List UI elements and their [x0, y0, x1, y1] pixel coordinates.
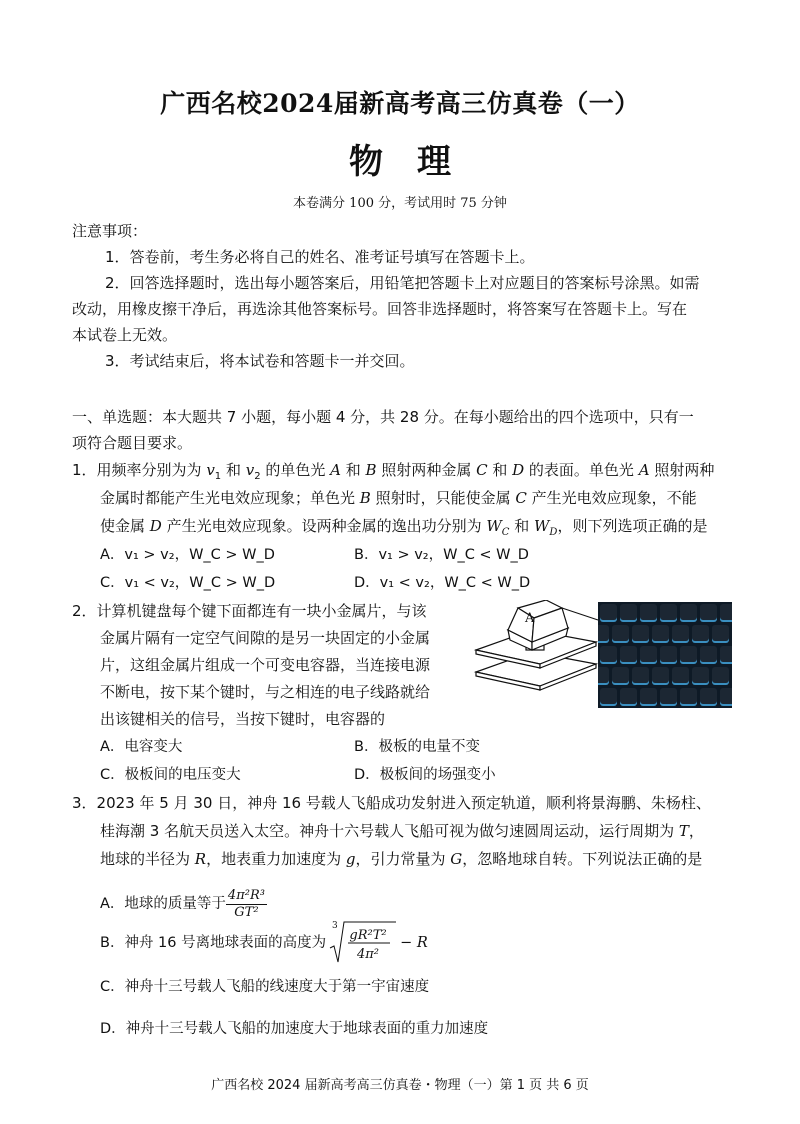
keyboard-key [640, 688, 657, 706]
q2-option-a[interactable]: A．电容变大 [100, 739, 183, 755]
keyboard-key [720, 688, 732, 706]
q2-option-c[interactable]: C．极板间的电压变大 [100, 767, 241, 783]
q1-line-2: 金属时都能产生光电效应现象；单色光 B 照射时，只能使金属 C 产生光电效应现象，不能 [100, 489, 697, 507]
keyboard-key [692, 625, 709, 643]
q1-option-b[interactable]: B．v₁ > v₂，W_C < W_D [354, 547, 529, 563]
keyboard-key [620, 604, 637, 622]
svg-text:3: 3 [332, 921, 338, 931]
page-footer: 广西名校 2024 届新高考高三仿真卷・物理（一）第 1 页 共 6 页 [211, 1078, 589, 1093]
keyboard-key [680, 688, 697, 706]
keyboard-key [712, 667, 729, 685]
subject-title: 物 理 [349, 142, 451, 182]
q2-option-b[interactable]: B．极板的电量不变 [354, 739, 480, 755]
note-3: 3．考试结束后，将本试卷和答题卡一并交回。 [105, 352, 415, 370]
keyboard-key [680, 604, 697, 622]
q3-option-a-formula: $\frac{\text{4π²R³}}{\text{GT²}}$ [227, 887, 265, 920]
keyboard-key [712, 625, 729, 643]
keyboard-key [652, 625, 669, 643]
q3-option-b-formula [328, 920, 398, 966]
q3-option-d[interactable]: D．神舟十三号载人飞船的加速度大于地球表面的重力加速度 [100, 1021, 489, 1037]
note-2-line-3: 本试卷上无效。 [72, 326, 178, 344]
section-1-heading: 一、单选题：本大题共 7 小题，每小题 4 分，共 28 分。在每小题给出的四个选项中，只有一 [72, 408, 694, 426]
q2-line-4: 不断电，按下某个键时，与之相连的电子线路就给 [100, 683, 431, 701]
keyboard-key [720, 646, 732, 664]
keyboard-key [620, 646, 637, 664]
exam-title: 广西名校2024届新高考高三仿真卷（一） [160, 89, 640, 118]
q1-option-a[interactable]: A．v₁ > v₂，W_C > W_D [100, 547, 275, 563]
q2-option-d[interactable]: D．极板间的场强变小 [354, 767, 496, 783]
q2-line-1: 2．计算机键盘每个键下面都连有一块小金属片，与该 [72, 602, 427, 620]
q3-option-b[interactable]: B．神舟 16 号离地球表面的高度为 3 gR²T² 4π² − R [100, 920, 428, 966]
keyboard-key [700, 688, 717, 706]
keyboard-key [632, 667, 649, 685]
keyboard-key [600, 688, 617, 706]
q3-line-3: 地球的半径为 R，地表重力加速度为 g，引力常量为 G，忽略地球自转。下列说法正确的是 [100, 850, 703, 868]
keyboard-key [598, 667, 609, 685]
q3-line-2: 桂海潮 3 名航天员送入太空。神舟十六号载人飞船可视为做匀速圆周运动，运行周期为 T， [100, 822, 704, 840]
svg-text:gR²T²: gR²T² [349, 928, 387, 943]
q2-line-3: 片，这组金属片组成一个可变电容器，当连接电源 [100, 656, 431, 674]
keyboard-key [640, 604, 657, 622]
keyboard-key [660, 646, 677, 664]
keyboard-key [660, 604, 677, 622]
keyboard-key [700, 604, 717, 622]
keyboard-key [600, 646, 617, 664]
q3-option-c[interactable]: C．神舟十三号载人飞船的线速度大于第一宇宙速度 [100, 979, 430, 995]
q1-line-3: 使金属 D 产生光电效应现象。设两种金属的逸出功分别为 $W_C$ 和 $W_D$，则下列选项正确的是 [100, 517, 708, 538]
keyboard-key [680, 646, 697, 664]
keyboard-key [640, 646, 657, 664]
keyboard-key [672, 667, 689, 685]
note-2-line-2: 改动，用橡皮擦干净后，再选涂其他答案标号。回答非选择题时，将答案写在答题卡上。写在 [72, 300, 688, 318]
q1-line-1: 1．用频率分别为为 $v_1$ 和 $v_2$ 的单色光 A 和 B 照射两种金属 C 和 D 的表面。单色光 A 照射两种 [72, 461, 715, 482]
note-2-line-1: 2．回答选择题时，选出每小题答案后，用铅笔把答题卡上对应题目的答案标号涂黑。如需 [105, 274, 700, 292]
q2-line-5: 出该键相关的信号，当按下键时，电容器的 [100, 710, 386, 728]
notes-heading: 注意事项： [72, 222, 148, 240]
q1-option-d[interactable]: D．v₁ < v₂，W_C < W_D [354, 575, 531, 591]
keyboard-key [612, 625, 629, 643]
keyboard-key [692, 667, 709, 685]
keyboard-key [612, 667, 629, 685]
key-label: A [525, 611, 535, 626]
section-1-heading-cont: 项符合题目要求。 [72, 434, 193, 452]
q2-line-2: 金属片隔有一定空气间隙的是另一块固定的小金属 [100, 629, 431, 647]
note-1: 1．答卷前，考生务必将自己的姓名、准考证号填写在答题卡上。 [105, 248, 535, 266]
keyboard-key [720, 604, 732, 622]
keyboard-photo [598, 602, 732, 708]
q1-option-c[interactable]: C．v₁ < v₂，W_C > W_D [100, 575, 276, 591]
keyboard-key [652, 667, 669, 685]
keyboard-key [672, 625, 689, 643]
keyboard-key [620, 688, 637, 706]
keyboard-key [660, 688, 677, 706]
svg-text:4π²: 4π² [357, 947, 380, 962]
key-capacitor-diagram [470, 600, 600, 705]
keyboard-key [700, 646, 717, 664]
q3-option-a[interactable]: A．地球的质量等于 $\frac{\text{4π²R³}}{\text{GT²}}$ [100, 887, 265, 920]
q3-line-1: 3．2023 年 5 月 30 日，神舟 16 号载人飞船成功发射进入预定轨道，顺利将景海鹏、朱杨柱、 [72, 794, 711, 812]
keyboard-key [600, 604, 617, 622]
exam-info: 本卷满分 100 分，考试用时 75 分钟 [293, 196, 507, 211]
keyboard-key [598, 625, 609, 643]
keyboard-key [632, 625, 649, 643]
